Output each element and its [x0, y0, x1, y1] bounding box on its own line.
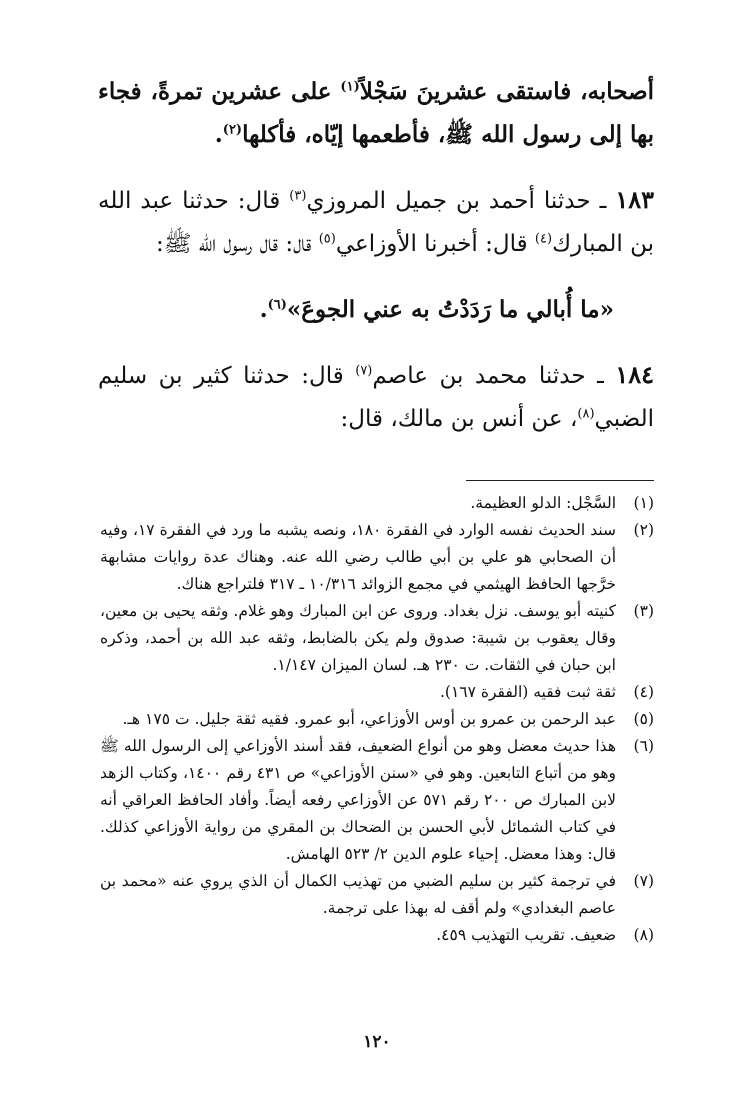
- text-run: .: [214, 121, 223, 148]
- hadith-183: [98, 178, 654, 266]
- text-run: ـ حدثنا أحمد بن جميل المروزي: [306, 188, 616, 214]
- footnote: [100, 490, 654, 517]
- footnote-text: في ترجمة كثير بن سليم الضبي من تهذيب الكمال أن الذي يروي عنه «محمد بن عاصم البغدادي» ولم أقف له بهذا على ترجمة.: [100, 872, 616, 917]
- footnote-ref[interactable]: (٧): [355, 363, 373, 379]
- hadith-quote: [98, 288, 654, 331]
- footnote-ref[interactable]: (٣): [289, 188, 307, 204]
- footnote: [100, 598, 654, 679]
- hadith-184: [98, 353, 654, 441]
- spacer: [98, 156, 654, 178]
- footnote-number: (٢): [633, 521, 654, 539]
- text-run: «ما أُبالي ما رَدَدْتُ به عني الجوعَ»: [286, 296, 614, 323]
- footnotes: [100, 490, 654, 949]
- spacer: [98, 331, 654, 353]
- footnote-number: (٣): [633, 602, 654, 620]
- footnote: [100, 679, 654, 706]
- text-run: أصحابه، فاستقى عشرينَ سَجْلاً: [359, 78, 655, 105]
- footnote: [100, 517, 654, 598]
- footnote: [100, 922, 654, 949]
- footnote-text: هذا حديث معضل وهو من أنواع الضعيف، فقد أسند الأوزاعي إلى الرسول الله ﷺ وهو من أتباع التابعين. وهو في «سنن الأوزاعي» ص ٤٣١ رقم ١٤٠٠، وكتاب الزهد لابن المبارك ص ٢٠٠ رقم ٥٧١ عن الأوزاعي رفعه أيضاً. وأفاد الحافظ العراقي أنه في كتاب الشمائل لأبي الحسن بن الضحاك بن المقري من رواية الأوزاعي كذلك. قال: وهذا معضل. إحياء علوم الدين ٢/ ٥٢٣ الهامش.: [100, 737, 616, 863]
- text-run: ـ حدثنا محمد بن عاصم: [372, 363, 616, 389]
- footnote-number: (٧): [633, 872, 654, 890]
- footnote-ref[interactable]: (٢): [222, 122, 243, 138]
- footnote-ref[interactable]: (٦): [267, 297, 287, 313]
- text-run: ، عن أنس بن مالك، قال:: [340, 406, 578, 432]
- text-run: .: [259, 296, 268, 323]
- footnote-number: (١): [633, 494, 654, 512]
- footnote-number: (٦): [633, 737, 654, 755]
- footnote-ref[interactable]: (٥): [318, 231, 336, 247]
- footnote-ref[interactable]: (٤): [534, 231, 553, 247]
- text-run: قال: قال رسول الله ﷺ:: [155, 231, 319, 257]
- text-run: قال: حدثنا كثير بن سليم الضبي: [98, 363, 654, 432]
- footnote-number: (٨): [633, 926, 654, 944]
- spacer: [98, 266, 654, 288]
- hadith-number: ١٨٣: [615, 185, 655, 214]
- footnote-divider: [466, 480, 654, 481]
- footnote: [100, 706, 654, 733]
- hadith-number: ١٨٤: [615, 360, 654, 389]
- footnote: [100, 868, 654, 922]
- paragraph-continuation: [98, 70, 654, 156]
- footnote-text: السَّجْل: الدلو العظيمة.: [470, 494, 616, 512]
- footnote-ref[interactable]: (٨): [577, 406, 595, 422]
- text-run: على عشرين تمرةً، فجاء بها إلى رسول الله ﷺ، فأطعمها إيّاه، فأكلها: [98, 78, 654, 148]
- footnote-text: ضعيف. تقريب التهذيب ٤٥٩.: [436, 926, 616, 944]
- footnote: [100, 733, 654, 868]
- footnote-ref[interactable]: (١): [340, 79, 360, 95]
- footnote-text: ثقة ثبت فقيه (الفقرة ١٦٧).: [439, 683, 616, 701]
- footnote-number: (٤): [633, 683, 654, 701]
- text-run: قال: حدثنا عبد الله بن المبارك: [98, 188, 654, 257]
- page-number: ١٢٠: [363, 1032, 391, 1052]
- text-run: قال: أخبرنا الأوزاعي: [335, 231, 535, 257]
- footnote-text: عبد الرحمن بن عمرو بن أوس الأوزاعي، أبو عمرو. فقيه ثقة جليل. ت ١٧٥ هـ.: [122, 710, 616, 728]
- main-text: [98, 70, 654, 441]
- footnote-text: كنيته أبو يوسف. نزل بغداد. وروى عن ابن المبارك وهو غلام. وثقه يحيى بن معين، وقال يعقوب بن شيبة: صدوق ولم يكن بالضابط، وثقه عبد الله بن أحمد، وذكره ابن حبان في الثقات. ت ٢٣٠ هـ. لسان الميزان ١/١٤٧.: [100, 602, 616, 674]
- footnote-number: (٥): [633, 710, 654, 728]
- footnote-text: سند الحديث نفسه الوارد في الفقرة ١٨٠، ونصه يشبه ما ورد في الفقرة ١٧، وفيه أن الصحابي هو علي بن أبي طالب رضي الله عنه. وهناك عدة روايات مشابهة خرَّجها الحافظ الهيثمي في مجمع الزوائد ١٠/٣١٦ ـ ٣١٧ فلتراجع هناك.: [100, 521, 616, 593]
